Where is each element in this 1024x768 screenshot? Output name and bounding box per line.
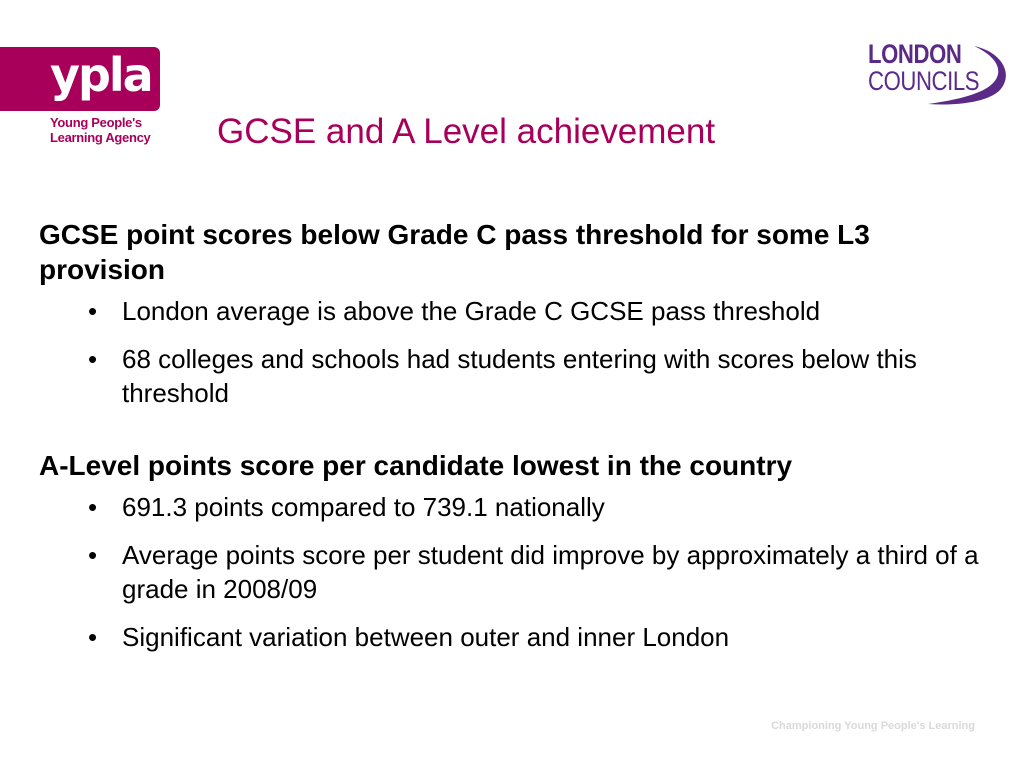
- bullet-item: [39, 294, 989, 328]
- section-heading-gcse: GCSE point scores below Grade C pass threshold for some L3 provision: [39, 219, 870, 285]
- ypla-logo-line2: Learning Agency: [50, 130, 151, 145]
- slide-title: GCSE and A Level achievement: [217, 112, 716, 151]
- ypla-logo-line1: Young People's: [50, 115, 142, 130]
- bullet-list-alevel: [39, 490, 989, 654]
- ypla-logo: [0, 47, 170, 157]
- bullet-item: [39, 342, 989, 410]
- bullet-text: 691.3 points compared to 739.1 nationally: [122, 492, 605, 522]
- bullet-text: 68 colleges and schools had students entering with scores below this threshold: [122, 344, 917, 408]
- ypla-logo-subtitle: [50, 115, 150, 145]
- london-councils-logo: [862, 38, 1012, 110]
- bullet-text: Average points score per student did improve by approximately a third of a grade in 2008/09: [122, 540, 979, 604]
- slide-content: [39, 217, 989, 668]
- bullet-dot: •: [88, 492, 98, 522]
- london-councils-line1: LONDON: [868, 39, 962, 69]
- bullet-list-gcse: [39, 294, 989, 410]
- bullet-item: [39, 620, 989, 654]
- ypla-logo-word: ypla: [50, 48, 152, 102]
- bullet-text: Significant variation between outer and inner London: [122, 622, 730, 652]
- bullet-text: London average is above the Grade C GCSE pass threshold: [122, 296, 821, 326]
- bullet-item: [39, 490, 989, 524]
- bullet-dot: •: [88, 296, 98, 326]
- footer-tagline: Championing Young People's Learning: [771, 720, 975, 732]
- section-heading-alevel: A-Level points score per candidate lowest in the country: [39, 450, 793, 481]
- bullet-dot: •: [88, 344, 98, 374]
- bullet-dot: •: [88, 540, 98, 570]
- bullet-item: [39, 538, 989, 606]
- london-councils-line2: COUNCILS: [868, 66, 980, 96]
- ypla-logo-box: [0, 47, 160, 111]
- bullet-dot: •: [88, 622, 98, 652]
